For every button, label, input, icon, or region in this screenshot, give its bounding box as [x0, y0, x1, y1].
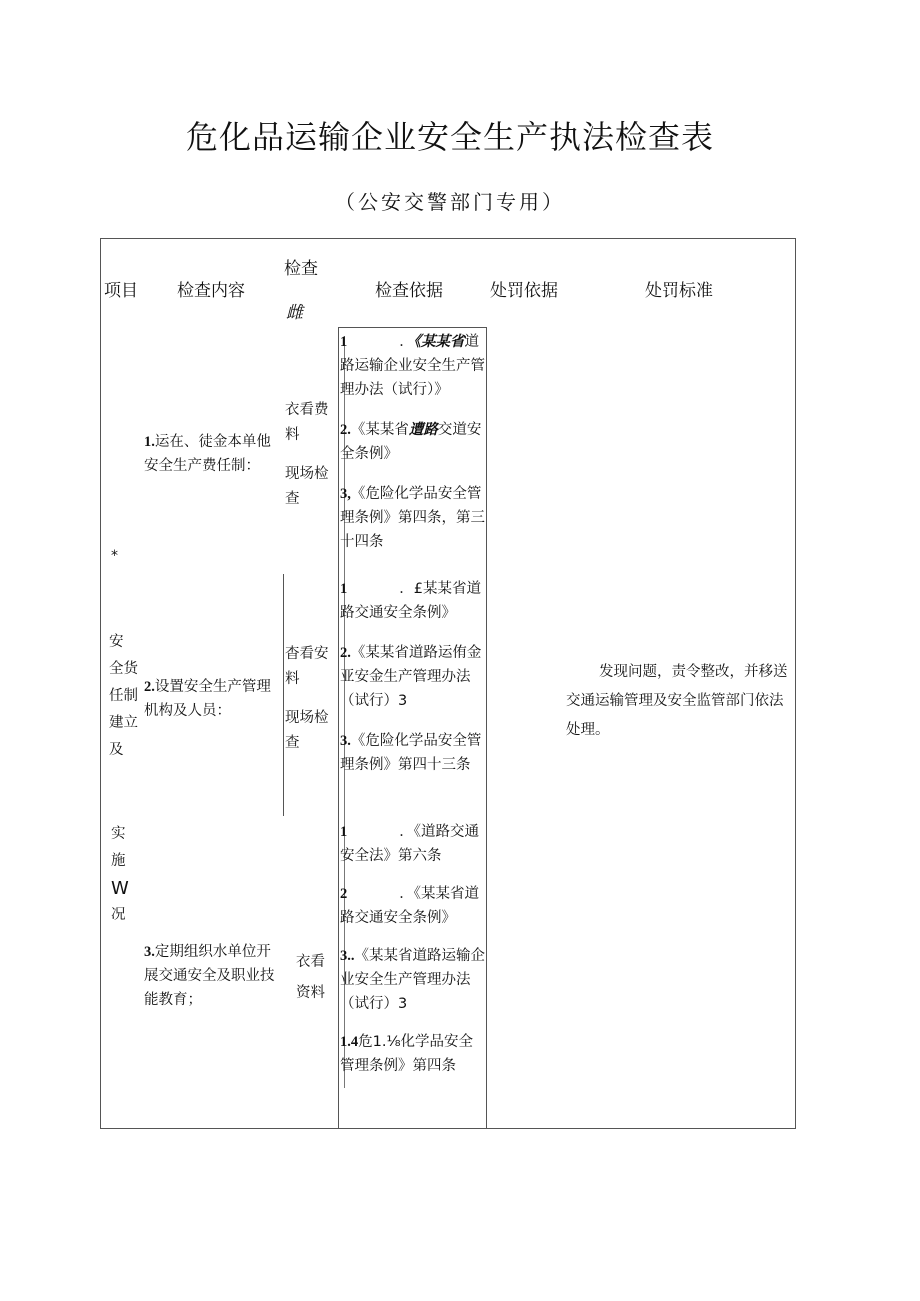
content-row-1: 1.运在、徒金本单他安全生产费任制：: [144, 434, 271, 474]
page-subtitle: （公安交警部门专用）: [335, 190, 565, 214]
page-title: 危化品运输企业安全生产执法检查表: [185, 118, 714, 156]
method-row-2-b: 现场检查: [285, 710, 329, 751]
penalty-standard-text: 发现问题，责令整改，并移送交通运输管理及安全监管部门依法处理。: [566, 664, 788, 738]
basis-right-border: [486, 328, 487, 1128]
header-content: 检查内容: [177, 281, 245, 301]
project-label-a: 安 全货 任制 建立 及: [109, 634, 138, 758]
method-row-1-a: 衣看费料: [285, 402, 329, 443]
header-method-top: 检查: [284, 259, 318, 279]
content-row-2: 2.设置安全生产管理机构及人员：: [144, 679, 271, 719]
header-method-bottom: 雌: [286, 303, 303, 323]
method-row-3-a: 衣看资料: [296, 954, 325, 1001]
header-penalty-basis: 处罚依据: [490, 281, 558, 301]
project-label-b: 实 施 W 况: [111, 826, 129, 923]
project-mark: *: [111, 548, 118, 564]
content-row-3: 3.定期组织水单位开展交通安全及职业技能教育；: [144, 944, 275, 1008]
header-penalty-standard: 处罚标准: [645, 281, 713, 301]
basis-row-2: 1 ．£某某省道路交通安全条例》 2.《某某省道路运侑金亚安金生产管理办法（试行）3 3.《危险化学品安全管理条例》第四十三条: [340, 581, 482, 773]
header-item: 项目: [104, 281, 138, 301]
method-row-1-b: 现场检查: [285, 466, 329, 507]
basis-row-3: 1 ．《道路交通安全法》第六条 2 ．《某某省道路交通安全条例》 3..《某某省道路运输企业安全生产管理办法（试行）3 1.4危1.⅛化学品安全管理条例》第四条: [340, 824, 485, 1074]
method-row-2-a: 杳看安料: [285, 646, 329, 687]
header-basis: 检查依据: [375, 281, 443, 301]
basis-top-border: [338, 327, 487, 328]
basis-row-1: 1 ．《某某省道路运输企业安全生产管理办法（试行）》 2.《某某省遭路交道安全条例》 3,《危险化学品安全管理条例》第四条，第三十四条: [340, 334, 485, 550]
basis-left-border: [338, 328, 339, 1128]
